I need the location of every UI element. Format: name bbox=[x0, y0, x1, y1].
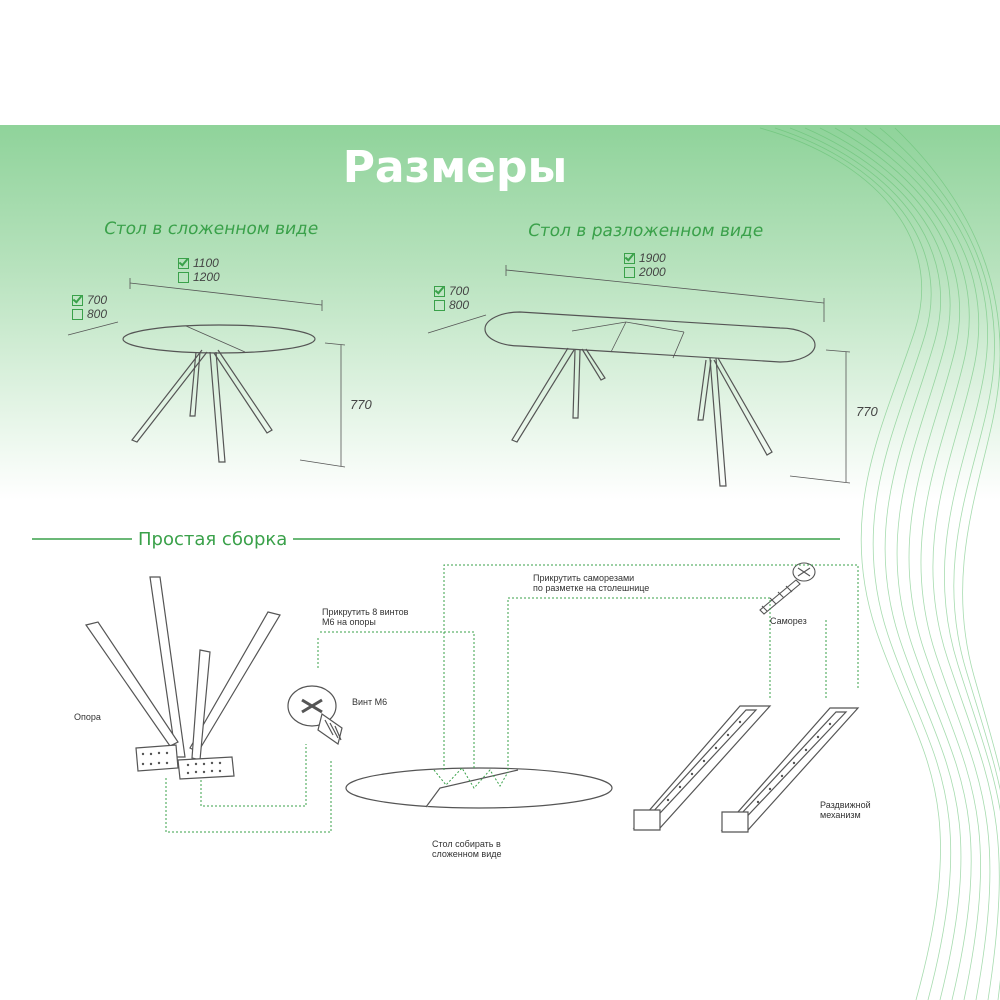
folded-length-option-2 bbox=[178, 271, 220, 283]
table-assembly-note bbox=[432, 839, 501, 859]
unfolded-width-options bbox=[434, 285, 469, 311]
checked-checkbox-icon bbox=[178, 258, 189, 269]
checked-checkbox-icon bbox=[624, 253, 635, 264]
instruction-m6 bbox=[322, 607, 408, 627]
screw-m6-label: Винт М6 bbox=[352, 697, 388, 707]
checkbox-icon bbox=[624, 267, 635, 278]
mechanism-line-1: Раздвижной bbox=[820, 800, 871, 810]
assembly-tabletop-drawing bbox=[346, 768, 612, 808]
folded-width-1: 700 bbox=[87, 293, 108, 307]
folded-width-options bbox=[72, 294, 107, 320]
folded-width-option-2 bbox=[72, 308, 107, 320]
checkbox-icon bbox=[72, 309, 83, 320]
unfolded-heading: Стол в разложенном виде bbox=[526, 221, 766, 241]
checkbox-icon bbox=[178, 272, 189, 283]
instruction-m6-line-1: Прикрутить 8 винтов bbox=[322, 607, 409, 617]
unfolded-length-option-2 bbox=[624, 266, 666, 278]
checked-checkbox-icon bbox=[434, 286, 445, 297]
unfolded-length-2: 2000 bbox=[639, 265, 666, 279]
wave-lines-decoration bbox=[760, 128, 1000, 1000]
folded-length-options bbox=[178, 257, 220, 283]
folded-table-drawing bbox=[68, 278, 345, 467]
unfolded-length-1: 1900 bbox=[639, 251, 666, 265]
folded-length-option-1 bbox=[178, 257, 220, 269]
checkbox-icon bbox=[434, 300, 445, 311]
folded-width-option-1 bbox=[72, 294, 107, 306]
self-tapping-screw-label: Саморез bbox=[770, 616, 807, 626]
unfolded-table-drawing bbox=[428, 265, 850, 486]
mechanism-line-2: механизм bbox=[820, 810, 861, 820]
unfolded-width-option-1 bbox=[434, 285, 469, 297]
unfolded-width-option-2 bbox=[434, 299, 469, 311]
folded-heading: Стол в сложенном виде bbox=[102, 219, 321, 239]
unfolded-height-value: 770 bbox=[856, 404, 878, 419]
checked-checkbox-icon bbox=[72, 295, 83, 306]
folded-width-2: 800 bbox=[87, 307, 108, 321]
m6-screw-drawing bbox=[288, 686, 342, 744]
unfolded-width-2: 800 bbox=[449, 298, 470, 312]
instruction-self-tapping bbox=[533, 573, 649, 593]
instruction-m6-line-2: М6 на опоры bbox=[322, 617, 376, 627]
unfolded-length-option-1 bbox=[624, 252, 666, 264]
unfolded-width-1: 700 bbox=[449, 284, 470, 298]
support-label: Опора bbox=[74, 712, 101, 722]
support-drawing bbox=[86, 577, 280, 779]
unfolded-length-options bbox=[624, 252, 666, 278]
assembly-heading: Простая сборка bbox=[132, 529, 293, 550]
table-note-line-2: сложенном виде bbox=[432, 849, 502, 859]
folded-length-1: 1100 bbox=[193, 256, 219, 270]
sliding-mechanism-label bbox=[820, 800, 871, 820]
folded-length-2: 1200 bbox=[193, 270, 220, 284]
folded-height-value: 770 bbox=[350, 397, 372, 412]
instruction-self-tapping-line-1: Прикрутить саморезами bbox=[533, 573, 635, 583]
self-tapping-screw-drawing bbox=[760, 563, 815, 614]
instruction-self-tapping-line-2: по разметке на столешнице bbox=[533, 583, 650, 593]
page-title: Размеры bbox=[342, 142, 568, 193]
table-note-line-1: Стол собирать в bbox=[432, 839, 501, 849]
